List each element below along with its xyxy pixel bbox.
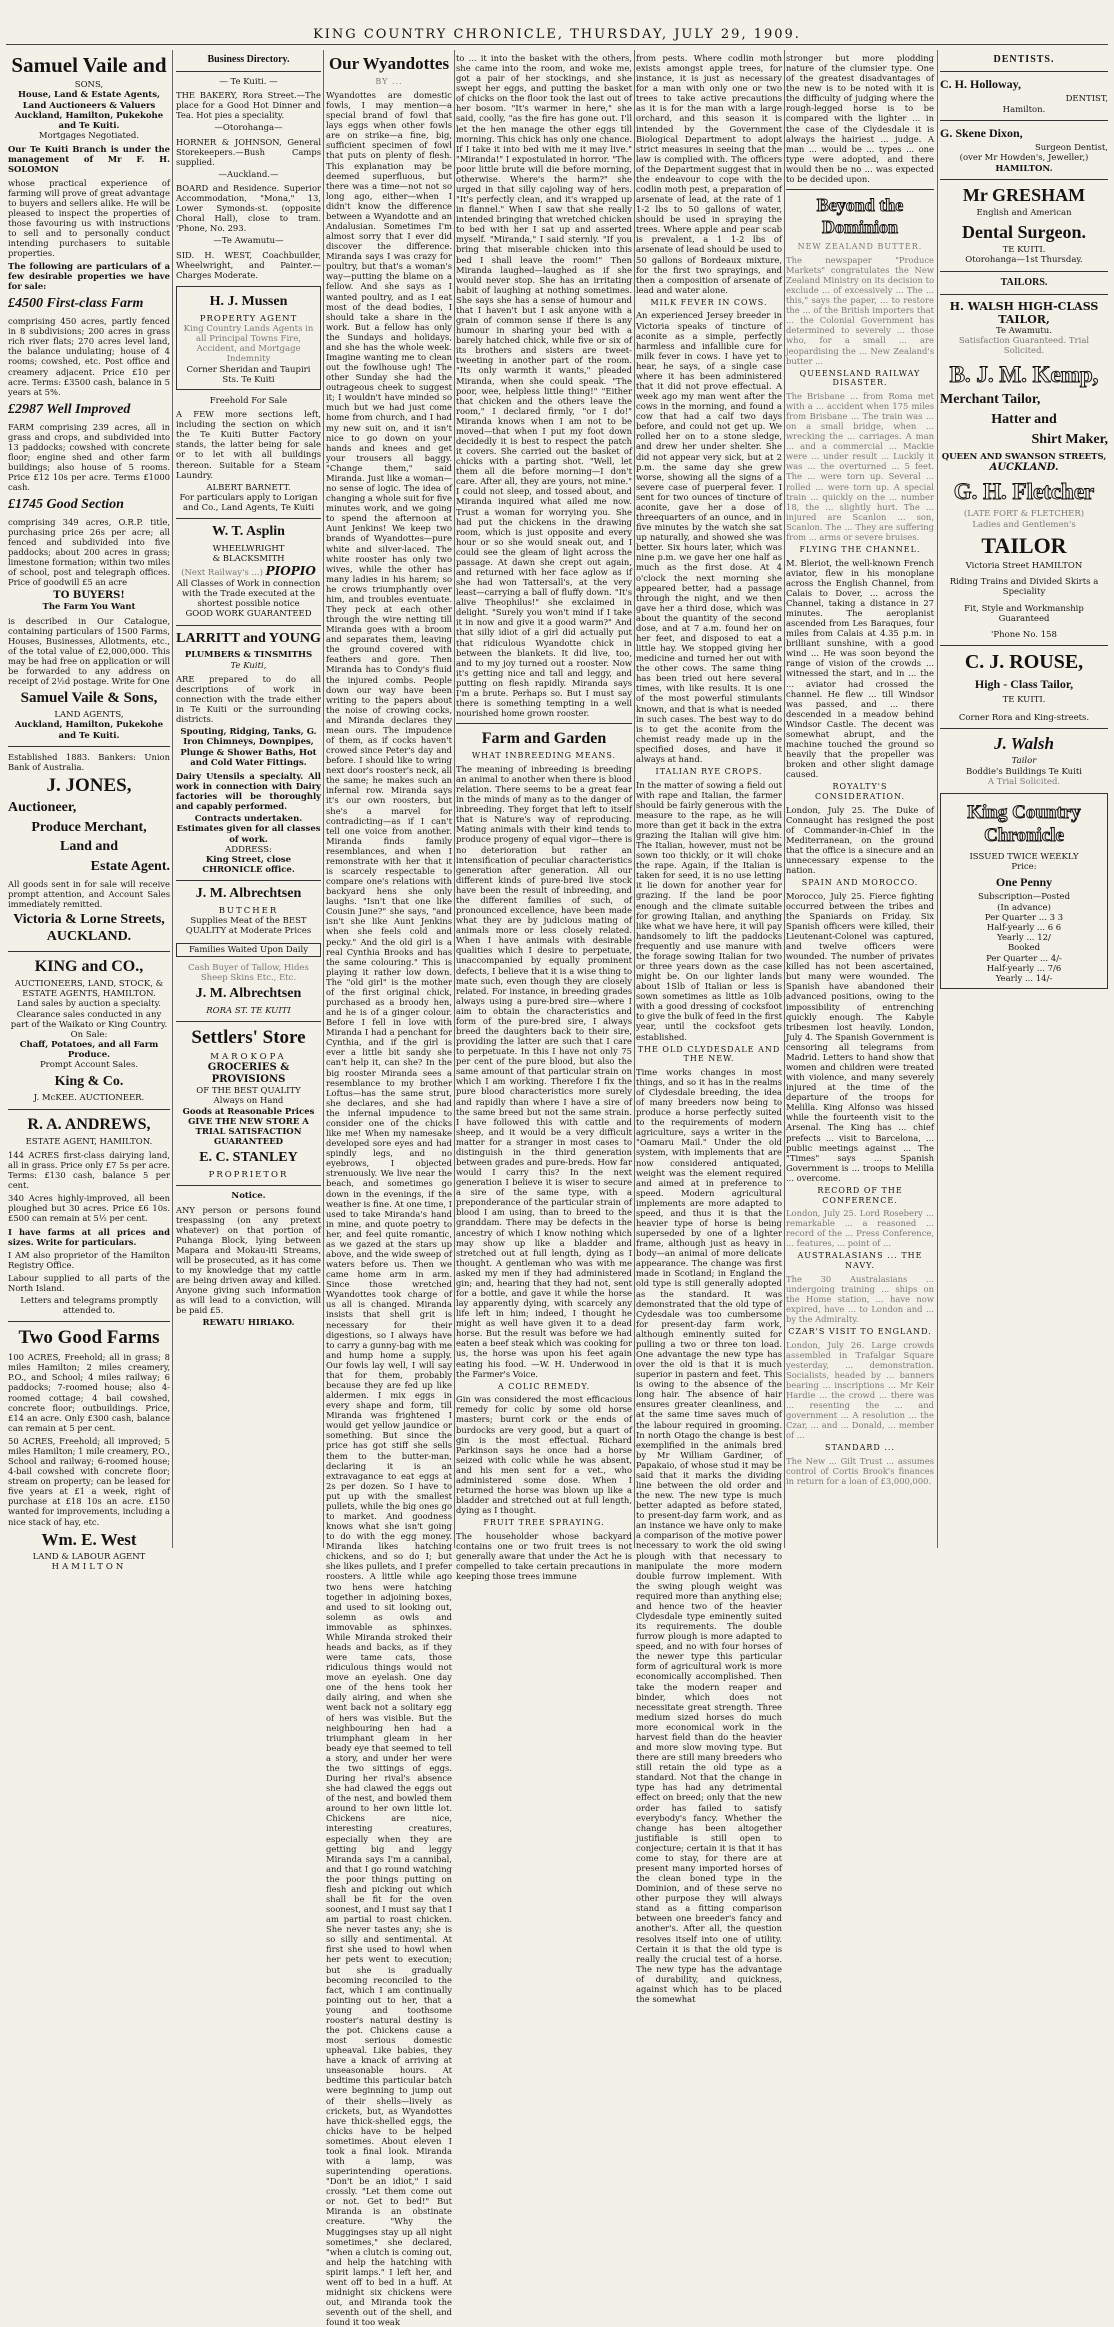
- jones-location: Victoria & Lorne Streets, AUCKLAND.: [13, 912, 165, 944]
- rouse-addr: Corner Rora and King-streets.: [958, 712, 1090, 723]
- farm-100: 100 ACRES, Freehold; all in grass; 8 miles Hamilton; 2 miles creamery, P.O., and School; 4 miles railway; 6 paddocks; 7-roomed house; also 4-roomed cottage; 4 bail cowshed, concrete floor; outbuildings. Price, £14 an acre. Only £300 cash, balance can remain at 5 per cent.: [8, 1352, 170, 1433]
- page-title: KING COUNTRY CHRONICLE, THURSDAY, JULY 29, 1909.: [313, 27, 801, 42]
- milk-fever-body: An experienced Jersey breeder in Victoria speaks of tincture of aconite as a simple, perfectly harmless and infallible cure for milk fever in cows. I have yet to hear, he says, of a single case where it has been administered that it did not prove effectual. A week ago my man went after the cows in the morning, and found a cow that had a calf two days before, and could not get up. We rolled her on to a stone sledge, and drew her under shelter. She did not appear very sick, but at 2 p.m. the same day she grew worse, showing all the signs of a severe case of puerperal fever. I sent for two ounces of tincture of aconite, gave her a dose of threequarters of an ounce, and in five minutes by the watch she sat up naturally, and showed she was better. Six hours later, which was nine p.m. we gave her one half as much as the first dose. At 4 o'clock the next morning she appeared better, had a passage through the night, and we then gave her a third dose, which was about the quantity of the second dose, and at 7 a.m. found her on her feet, and disposed to eat a little hay. We stopped giving her medicine and turned her out with the other cows. The same thing has been tried out here several times, with like results. It is one of the most powerful stimulants known, and that is what is needed in such cases. The best way to do is to get the aconite from the chemist ready made up in the specified doses, and have it always at hand.: [636, 310, 782, 764]
- fletcher-phone: 'Phone No. 158: [991, 629, 1057, 640]
- west-sub: LAND & LABOUR AGENT: [32, 1552, 146, 1563]
- gresham-title: Dental Surgeon.: [961, 221, 1086, 242]
- column-4-article: [456, 50, 632, 1582]
- divider: [176, 880, 321, 881]
- on-sale-items: Chaff, Potatoes, and all Farm Produce.: [19, 1040, 159, 1061]
- divider: [786, 189, 934, 190]
- column-5-farm: [636, 50, 782, 2004]
- spraying-continued: from pests. Where codlin moth exists amongst apple trees, for instance, it is just as necessary for a man with only one or two trees to take active precautions as it is for the man with a large orchard, and this season it is intended by the Government Biological Department to adopt strict measures in seeing that the law is complied with. The officers of the Department suggest that in the endeavour to cope with the codlin moth pest, a preparation of arsenate of lead, at the rate of 1 1-2 lbs to 50 gallons of water, should be used in spraying the trees. Where apple and pear scab is prevalent, a 1 1-2 lbs of arsenate of lead should be used to 50 gallons of Bordeaux mixture, for the first two sprayings, and then a composition of arsenate of lead and water alone.: [636, 53, 782, 295]
- butcher-supplies: Supplies Meat of the BEST QUALITY at Moderate Prices: [185, 916, 312, 937]
- spain-body: Morocco, July 25. Fierce fighting occurred between the tribes and the Spaniards on Friday. Six Spanish officers were killed, their Lieutenant-Colonel was captured, and twelve officers were wounded. The number of privates killed has not been ascertained, but many were wounded. The Spanish have abandoned their advanced positions, owing to the impossibility of entrenching quickly enough. The Kabyle tribesmen lost heavily. London, July 4. The Spanish Government is censoring all telegrams from Madrid. Letters to hand show that women and children were treated with violence, and many severely injured at the time of the departure of the troops for Melilla. King Alfonso was hissed while the fourteenth visit to the Arsenal. The King has ... chief prefects ... visit to Barcelona, ... public meetings against ... The "Times" says ... Spanish Government is ... troops to Melilla ... overcome.: [786, 890, 934, 1183]
- vaile-sons-loc: Auckland, Hamilton, Pukekohe and Te Kuiti.: [14, 720, 164, 741]
- news-subtitle: FLYING THE CHANNEL.: [799, 545, 921, 555]
- farm-want: The Farm You Want: [42, 602, 136, 613]
- divider: [8, 1321, 170, 1322]
- property-text: comprising 349 acres, O.R.P. title, purchasing price 26s per acre; all fenced and subdivided into five paddocks; about 200 acres in grass; limestone formation; within two miles of school, post and telegraph offices. Price of goodwill £5 an acre: [8, 516, 170, 588]
- prompt-sales: Prompt Account Sales.: [39, 1060, 139, 1071]
- conference-body: London, July 25. Lord Rosebery ... remarkable ... a reasoned ... record of the ... Press Conference, ... features, ... point of ...: [786, 1208, 934, 1249]
- rouse-sub: High - Class Tailor,: [974, 677, 1074, 692]
- asplin-line: WHEELWRIGHT: [212, 544, 285, 555]
- divider: [8, 951, 170, 952]
- spraying-body: The householder whose backyard contains one or two fruit trees is not generally aware that under the Act he is compelled to take certain precautions in keeping those trees immune: [456, 1530, 632, 1582]
- column-divider: [454, 50, 455, 1548]
- butcher: BUTCHER: [218, 906, 279, 917]
- rye-body: In the matter of sowing a field out with rape and Italian, the farmer should be fairly generous with the measure to the rape, as he will more than get it back in the extra grazing the Italian will give him. The Italian, however, must not be sown too thickly, or it will choke the rape. Again, if the Italian is taken for seed, it is no use letting it lie down for another year for grazing. If the land be poor enough and the climate suitable for growing Italian, and anything like what we have here, it will pay handsomely to lift the paddocks frequently and use manure with the forage sowing Italian for two or three years down as the case might be. On our lighter lands about 1Slb of Italian or less is sown sometimes as little as 10lb with a good dressing of cocksfoot to give the bulk of feed in the first year, until the cocksfoot gets established.: [636, 779, 782, 1042]
- west-heading: Wm. E. West: [41, 1529, 137, 1549]
- vaile-sons-sub: LAND AGENTS,: [54, 710, 124, 721]
- rate-row: Half-yearly ... 7/6: [986, 963, 1062, 974]
- dentists-heading: DENTISTS.: [993, 54, 1055, 65]
- freehold-heading: Freehold For Sale: [209, 395, 288, 406]
- fletcher-line: Fit, Style and Workmanship Guaranteed: [964, 603, 1084, 624]
- horner-listing: HORNER & JOHNSON, General Storekeepers.—Bush Camps supplied.: [176, 136, 321, 167]
- butter-body: The newspaper "Produce Markets" congratulates the New Zealand Ministry on its decision to exclude ... of excessively ... The ... this," says the paper, ... to restore the ... of the British importers that ... the Colonial Government has determined to severely ... those who, for a small ... are jeopardising the ... New Zealand's butter ...: [786, 254, 934, 366]
- two-farms-heading: Two Good Farms: [18, 1327, 160, 1349]
- jwalsh: J. Walsh: [994, 733, 1054, 753]
- mussen-ad: [176, 286, 321, 390]
- bakery-listing: THE BAKERY, Rora Street.—The place for a Good Hot Dinner and Tea. Hot pies a speciality.: [176, 90, 321, 121]
- news-subtitle: RECORD OF THE CONFERENCE.: [817, 1185, 903, 1205]
- asplin-line: & BLACKSMITH: [212, 554, 285, 565]
- gresham: Mr GRESHAM: [962, 184, 1086, 205]
- farm-50: 50 ACRES, Freehold; all improved; 5 miles Hamilton; 1 mile creamery, P.O., School and railway; 6-roomed house; 4-bail cowshed with concrete floor; stream on property; can be leased for five years at £1 a week, right of purchase at £18 10s an acre. £150 wanted for improvements, including a nice stack of hay, etc.: [8, 1435, 170, 1527]
- colic-body: Gin was considered the most efficacious remedy for colic by some old horse masters; burnt cork or the ends of burdocks are very good, but a quart of gin is the most effectual. Richard Parkinson says he once had a horse seized with colic while he was absent, and his men sent for a vet., who administered some dose. When I returned the horse was blown up like a bladder and stretched out at full length, dying as I thought.: [456, 1394, 632, 1516]
- directory-section: —Te Awamutu—: [213, 236, 284, 247]
- asplin-heading: W. T. Asplin: [212, 524, 285, 540]
- chronicle-title: King Country Chronicle: [967, 802, 1081, 846]
- divider: [456, 723, 632, 724]
- kemp: B. J. M. Kemp,: [949, 361, 1099, 387]
- vaile-branch: Our Te Kuiti Branch is under the management of Mr F. H. SOLOMON: [8, 144, 170, 175]
- best-quality: OF THE BEST QUALITY: [196, 1086, 301, 1097]
- property-price: £1745 Good Section: [8, 497, 124, 513]
- cash-buyer: Cash Buyer of Tallow, Hides Sheep Skins Etc., Etc.: [188, 962, 309, 984]
- divider: [8, 746, 170, 747]
- news-subtitle: SPAIN AND MOROCCO.: [801, 878, 919, 888]
- masthead: [0, 0, 1114, 46]
- article-continued: to ... it into the basket with the others, she came into the room, and woke me, got a pair of her stockings, and she swept her eggs, and putting the basket of chicks on the floor took the last out of her bosom. "It's warmer in here," she said, coolly, "as the fire has gone out. I'll let the hen manage the other eggs till morning. This chick has only one chance. If I take it into bed with me it may live." "Miranda!" I expostulated in horror. "The poor little brute will die before morning, otherwise. Where's the harm?" she urged in that silly cajoling way of hers. "It's perfectly clean, and it's wrapped up in flannel." When I saw that she really intended bringing that wretched chicken to bed with her I sat up and asserted myself. "Miranda," I said sternly. "If you bring that miserable chicken into this bed I shall leave the room!" Then Miranda laughed—laughed as if she would never stop. She has an irritating habit of laughing at nothing sometimes. She says she has a sense of humour and that I haven't but I ask anyone with a grain of common sense if there is any humour in sharing your bed with a barely hatched chick, while five or six of its brothers and sisters are tweet-tweeting in another part of the room. "Its only warmth it wants," pleaded Miranda, when she could speak. "The poor, wee, helpless little thing!" "Either that chicken and the others leave the room," I declared firmly, "or I do!" Miranda knows when I am not to be moved—that when I put my foot down decidedly it is best to respect the patch it covers. She carried out the basket of chicks with a parting shot. "Well, let them all die before morning—I don't care. After all, they are yours, not mine." I could not sleep, and tossed about, and Miranda inquired what ailed me now. Trust a woman for worrying you. She had put the chickens in the drawing room, which is just opposite and every hour or so she would sneak out, and I could see the gleam of light across the passage. At dawn she crept out again, and returned with her face aglow as if she had won Tattersall's, at the very least—carrying a ball of fluffy down. "It's alive Theophilus!" she exclaimed in delight. "Surely you won't mind if I take it in now and give it a good warm?" And that silly idiot of a girl did actually put that ridiculous Wyandotte chick in between the blankets. It did live, too, and to my joy turned out a rooster. Now it's getting nice and tall and leggy, and putting on flesh rapidly. Miranda says I'm a brute. Perhaps so. But I must say there is something tempting in a well nourished home grown rooster.: [456, 53, 632, 719]
- chronicle-advance: (In advance): [997, 902, 1051, 913]
- article-byline: BY ...: [375, 77, 403, 87]
- settlers-heading: Settlers' Store: [191, 1027, 306, 1049]
- mussen-text: King Country Lands Agents in all Principal Towns Fire, Accident, and Mortgage Indemnity: [183, 323, 314, 365]
- column-divider: [937, 50, 938, 1548]
- rate-row: Per Quarter ... 3 3: [984, 912, 1064, 923]
- column-divider: [634, 50, 635, 1548]
- to-buyers: TO BUYERS!: [53, 590, 125, 602]
- farm-garden-title: Farm and Garden: [481, 730, 607, 748]
- news-subtitle: STANDARD ...: [825, 1443, 895, 1453]
- chronicle-price-label: Price:: [1011, 861, 1037, 872]
- fletcher: G. H. Fletcher: [953, 478, 1095, 504]
- fletcher-tailor: TAILOR: [981, 532, 1067, 558]
- news-subtitle: QUEENSLAND RAILWAY DISASTER.: [799, 368, 921, 388]
- property-price: £4500 First-class Farm: [8, 296, 144, 312]
- chronicle-subs: Subscription—Posted: [977, 892, 1071, 903]
- rate-row: Yearly ... 12/: [997, 933, 1051, 944]
- fletcher-line: Riding Trains and Divided Skirts a Speciality: [949, 577, 1099, 598]
- kingco-sub: AUCTIONEERS, LAND, STOCK, & ESTATE AGENTS, HAMILTON.: [14, 978, 164, 1000]
- divider: [940, 120, 1108, 121]
- rouse-loc: TE KUITI.: [1002, 694, 1046, 705]
- vaile-line: Land Auctioneers & Valuers: [22, 100, 156, 111]
- good-work: GOOD WORK GUARANTEED: [185, 609, 312, 620]
- vaile-heading: Samuel Vaile and: [11, 53, 167, 77]
- marokopa: MAROKOPA: [210, 1052, 287, 1063]
- column-divider: [784, 50, 785, 1548]
- directory-section: —Auckland.—: [218, 169, 279, 180]
- notice-heading: Notice.: [231, 1191, 266, 1202]
- dixon-sub: Surgeon Dentist,: [1034, 143, 1108, 154]
- czar-body: London, July 26. Large crowds assembled in Trafalgar Square yesterday, ... demonstration. Socialists, headed by ... banners bearing ... inscriptions ... Mr Keir Hardie ... the crowd ... there was ... resenting the ... and government ... A resolution ... the Czar, ... and ... Donald, ... member of ...: [786, 1339, 934, 1441]
- larritt-heading: LARRITT and YOUNG: [176, 630, 321, 646]
- board-listing: BOARD and Residence. Superior Accommodation, "Mona," 13, Lower Symonds-st. (opposite Choral Hall), close to tram. 'Phone, No. 293.: [176, 183, 321, 234]
- albrechtsen-heading-2: J. M. Albrechtsen: [195, 986, 302, 1002]
- directory-section: —Otorohanga—: [214, 123, 283, 134]
- divider: [940, 71, 1108, 72]
- dixon-addr: (over Mr Howden's, Jeweller,): [959, 153, 1089, 164]
- andrews-heading: R. A. ANDREWS,: [27, 1115, 151, 1133]
- jwalsh-addr: Boddie's Buildings Te Kuiti: [966, 766, 1082, 777]
- walsh: H. WALSH HIGH-CLASS TAILOR,: [949, 299, 1099, 326]
- mussen-heading: H. J. Mussen: [209, 293, 288, 309]
- section-subtitle: ITALIAN RYE CROPS.: [655, 766, 763, 776]
- larritt-tk: Te Kuiti,: [230, 660, 267, 671]
- dixon-loc: HAMILTON.: [995, 163, 1053, 174]
- inbreeding-body: The meaning of inbreeding is breeding an animal to another when there is blood relation. There seems to be a great fear in the minds of many as to the danger of inbreeding. They forget that left to itself that is Nature's way of reproducing. Mating animals with their kind tends to produce progeny of equal vigor—there is no deterioration but rather an intensification of peculiar characteristics generation after generation. All our different kinds of pure-bred live stock have been the result of inbreeding, and the different families of such, of pronounced excellence, have been made what they are by judicious mating of animals more or less closely related. When I have animals with desirable qualities which I desire to perpetuate, unaccompanied by equally prominent defects, I believe that it is a wise thing to mate such, even though they are closely related. For instance, in breeding grades always using a pure-bred sire—where I aim to obtain the characteristics and form of the pure-bred sire, I always breed the daughters back to their sire, providing the latter are such that I care to perpetuate. In this I have not only 75 per cent of the pure blood, but also the same amount of that particular strain on which I am working. Therefore I fix the pure blood characteristics more surely and rapidly than where I have a sire of the same breed but not the same strain. I have followed this with cattle and sheep, and it would be a very difficult matter for a stranger in most cases to distinguish in the third generation between grades and pure-breds. How far would I carry this? In the next generation I believe it is wiser to secure a sire of the same type, with a preponderance of the particular strain of blood I am using, than to breed to the granddam. There may be defects in the ancestry of which I know nothing which may show up like a bladder and stretched out at full length, dying as I thought. A gentleman who was with me asked my men if they had administered gin; and, hearing that they had not, sent for a bottle, and gave it while the horse lay apparently dying, with scarcely any life left in him; indeed, I thought he might as well have given it to a dead horse. But the result was before we had eaten a beef steak which was cooking for us, the horse was upon his feet again eating his food. —W. H. Underwood in the Farmer's Voice.: [456, 763, 632, 1379]
- larritt-text: ARE prepared to do all descriptions of work in connection with the trade either in Te Kuiti or the surrounding districts.: [176, 673, 321, 725]
- divider: [8, 1109, 170, 1110]
- rouse: C. J. ROUSE,: [964, 651, 1084, 674]
- chronicle-issued: ISSUED TWICE WEEKLY: [969, 851, 1079, 862]
- booked-label: Booked: [1007, 943, 1041, 954]
- article-title: Our Wyandottes: [328, 54, 450, 73]
- clydesdale-continued: stronger but more plodding nature of the clumsier type. One of the greatest disadvantages of the new is to be noted with it is the difficulty of judging where the rough-legged horse is to be compared with the lighter ... in the case of the Clydesdale it is always the hairiest ... judge. A man ... would be ... types ... one type were adopted, and there would then be no ... was expected to be decided upon.: [786, 53, 934, 184]
- news-subtitle: ROYALTY'S CONSIDERATION.: [814, 782, 906, 801]
- directory-section: — Te Kuiti. —: [219, 77, 278, 87]
- andrews-labour: Labour supplied to all parts of the North Island.: [8, 1272, 170, 1293]
- chronicle-price: One Penny: [995, 875, 1053, 889]
- property-price: £2987 Well Improved: [8, 401, 131, 417]
- notice-signature: REWATU HIRIAKO.: [202, 1318, 295, 1329]
- column-3-article: [326, 50, 452, 2327]
- divider: [176, 518, 321, 519]
- established: Established 1883. Bankers: Union Bank of Australia.: [8, 751, 170, 772]
- divider: [940, 271, 1108, 272]
- kemp-line: Merchant Tailor,: [940, 392, 1041, 408]
- freehold-text: A FEW more sections left, including the section on which the Te Kuiti Butter Factory stands, the latter being for sale or to let with all buildings thereon. Suitable for a Steam Laundry.: [176, 409, 321, 480]
- gresham-loc: TE KUITI.: [1002, 245, 1046, 256]
- asplin-location: (Next Railway's ...): [181, 568, 263, 579]
- notice-text: ANY person or persons found trespassing (on any pretext whatever) on that portion of Puhanga Block, lying between Mapara and Mokau-iti Streams, will be prosecuted, as it has come to my knowledge that my cattle are being driven away and killed. Anyone giving such information as will lead to a conviction, will be paid £5.: [176, 1204, 321, 1316]
- fletcher-addr: Victoria Street HAMILTON: [965, 561, 1083, 572]
- fletcher-sub: (LATE FORT & FLETCHER): [963, 509, 1085, 520]
- kingco-line: Clearance sales conducted in any part of the Waikato or King Country.: [10, 1009, 168, 1030]
- clydesdale-body: Time works changes in most things, and so it has in the realms of Clydesdale breeding, the idea of many breeders now being to produce a horse perfectly suited to the requirements of modern agriculture, says a writer in the "Oamaru Mail." Under the old system, with implements that are now considered antiquated, weight was the element required and aimed at in preference to speed. Modern agricultural implements are more adapted to speed, and thus it is that the heavier type of horse is being superseded by one of a lighter frame, although just as heavy in body—an animal of more delicate appearance. The change was first made in Scotland; in England the old type is still generally adopted as the standard. It was demonstrated that the old type of Cydesdale was too cumbersome for present-day farm work, although eminently suited for pulling a two or three ton load. One advantage the new type has over the old is that it is much superior in pastern and feet. This is owing to the absence of the long hair. The absence of hair ensures greater cleanliness, and at the same time saves much of the labour required in grooming. In north Otago the change is best exemplified in the animals bred by Mr William Gardiner, of Papakaio, of whose stud it may be said that it marks the dividing line between the old order and the new. The new type is much better adapted as before stated, to present-day farm work, and as an instance we have only to make a comparison of the motive power necessary to work the old swing plough with that necessary to manipulate the more modern double furrow implement. With the swing plough weight was required more than anything else; and hence two of the heavier Clydesdale type eminently suited its requirements. The double furrow plough is more adapted to speed, and no with four horses of the newer type this particular form of agricultural work is more economically accomplished. Then take the modern reaper and binder, which does not necessitate great strength. Three medium sized horses do much more economical work in the harvest field than do the heavier and more slow moving type. But there are still many breeders who still retain the old type as a standard. Not that the change in type has had any detrimental effect on breed; only that the new order has failed to satisfy everybody's fancy. Whether the change has been altogether justifiable is still open to conjecture; certain it is that it has come to stay, for there are at present many imported horses of the clean boned type in the Dominion, and of these serve no other purpose they will always stand as a fitting comparison between one breeder's fancy and another's. After all, the question resolves itself into one of utility. Certain it is that the old type is really the crucial test of a horse. The new type has the advantage of durability, and quickness, against which has to be placed the somewhat: [636, 1066, 782, 2004]
- vaile-line: Mortgages Negotiated.: [38, 131, 140, 142]
- gresham-sub: English and American: [976, 208, 1072, 219]
- news-subtitle: CZAR'S VISIT TO ENGLAND.: [788, 1327, 932, 1336]
- andrews-prices: I have farms at all prices and sizes. Write for particulars.: [8, 1226, 170, 1247]
- west-location: HAMILTON: [51, 1562, 127, 1573]
- vaile-line: Auckland, Hamilton, Pukekohe and Te Kuiti.: [14, 110, 164, 131]
- channel-body: M. Bleriot, the well-known French aviator, flew in his monoplane across the English Channel, from Calais to Dover, ... across the Channel, taking a distance in 27 minutes. The aeroplanist ascended from Les Baraques, four miles from Calais at 4.35 p.m. in brilliant sunshine, with a good wind ... He was soon beyond the range of vision of the crowds ... witnessed the start, and in ... the ... aviator had crossed the channel. He flew ... till Windsor was passed, and ... there descended in a meadow behind Windsor Castle. The decent was somewhat abrupt, and the machine touched the ground so heavily that the propeller was broken and other slight damage caused.: [786, 557, 934, 780]
- barnett: ALBERT BARNETT.: [206, 482, 291, 493]
- column-2-business-directory: [176, 50, 321, 1550]
- divider: [940, 294, 1108, 295]
- asplin-text: All Classes of Work in connection with the Trade executed at the shortest possible notice: [176, 578, 321, 610]
- contracts: Contracts undertaken. Estimates given for all classes of work.: [176, 814, 321, 845]
- stanley: E. C. STANLEY: [199, 1150, 298, 1166]
- fletcher-sub2: Ladies and Gentlemen's: [972, 519, 1076, 530]
- dixon: G. Skene Dixon,: [940, 125, 1023, 140]
- jones-line: Produce Merchant,: [31, 819, 147, 835]
- give-trial: GIVE THE NEW STORE A TRIAL SATISFACTION GUARANTEED: [188, 1116, 309, 1148]
- rora-street: RORA ST. TE KUITI: [206, 1006, 291, 1017]
- divider: [940, 179, 1108, 180]
- section-subtitle: FRUIT TREE SPRAYING.: [483, 1518, 605, 1528]
- divider: [176, 1021, 321, 1022]
- plumbers: PLUMBERS & TINSMITHS: [184, 650, 313, 661]
- piopio: PIOPIO: [265, 564, 316, 579]
- divider: [176, 625, 321, 626]
- groceries: GROCERIES & PROVISIONS: [207, 1062, 290, 1086]
- rate-row: Half-yearly ... 6 6: [986, 922, 1062, 933]
- property-text: FARM comprising 239 acres, all in grass and crops, and subdivided into 13 paddocks; cowshed with concrete floor; engine shed and other farm buildings; also house of 5 rooms. Price £12 10s per acre. Terms £1000 cash.: [8, 421, 170, 493]
- section-subtitle: WHAT INBREEDING MEANS.: [471, 751, 617, 761]
- barnett-text: For particulars apply to Lorigan and Co., Land Agents, Te Kuiti: [179, 492, 318, 514]
- column-1-advertisements: [8, 50, 170, 1573]
- on-hand: Always on Hand: [213, 1096, 284, 1107]
- section-subtitle: THE OLD CLYDESDALE AND THE NEW.: [637, 1044, 781, 1064]
- royalty-body: London, July 25. The Duke of Connaught has resigned the post of Commander-in-Chief in the Mediterranean, on the ground that the office is a sinecure and an unnecessary expense to the nation.: [786, 804, 934, 875]
- divider: [176, 71, 321, 72]
- jones-line: Auctioneer,: [8, 799, 77, 815]
- catalogue-text: is described in Our Catalogue, containing particulars of 1500 Farms, Houses, Businesses, Allotments, etc., of the total value of £2,000,000. This may be had free on application or will be forwarded to any address on receipt of 2½d postage. Write for One: [8, 615, 170, 687]
- holloway-sub: DENTIST,: [1065, 94, 1108, 105]
- australasians-body: The 30 Australasians ... undergoing training ... ships on the Home station, ... have now expired, have ... to London and ... by the Admiralty.: [786, 1273, 934, 1324]
- divider: [176, 1185, 321, 1186]
- mckee: J. McKEE. AUCTIONEER.: [33, 1093, 145, 1104]
- stanley-proprietor: PROPRIETOR: [208, 1170, 289, 1181]
- jones-heading: J. JONES,: [46, 774, 132, 796]
- masthead-rule: [6, 44, 1108, 45]
- divider: [940, 645, 1108, 646]
- albrechtsen-heading: J. M. Albrechtsen: [195, 886, 302, 902]
- mussen-address: Corner Sheridan and Taupiri Sts. Te Kuiti: [186, 364, 311, 385]
- column-divider: [323, 50, 324, 1548]
- chronicle-ad: [940, 793, 1108, 989]
- andrews-sub: ESTATE AGENT, HAMILTON.: [25, 1136, 153, 1147]
- kemp-addr: QUEEN AND SWANSON STREETS,: [941, 451, 1107, 462]
- holloway: C. H. Holloway,: [940, 77, 1022, 91]
- section-subtitle: A COLIC REMEDY.: [497, 1381, 591, 1391]
- jones-line: Estate Agent.: [90, 859, 170, 875]
- jones-text: All goods sent in for sale will receive prompt attention, and Account Sales immediately remitted.: [8, 878, 170, 910]
- vaile-intro: whose practical experience of farming will prove of great advantage to buyers and sellers alike. He will be pleased to inspect the properties of those favouring us with instructions to sell and to personally conduct intending purchasers to suitable properties.: [8, 177, 170, 259]
- jwalsh-trial: A Trial Solicited.: [987, 776, 1061, 787]
- on-sale: On Sale:: [70, 1029, 108, 1040]
- vaile-sons: SONS,: [74, 80, 104, 91]
- dairy: Dairy Utensils a specialty. All work in connection with Dairy factories will be thoroughly and capably performed.: [176, 770, 321, 812]
- jones-line: Land and: [60, 839, 118, 855]
- column-divider: [172, 50, 173, 1548]
- rate-row: Per Quarter ... 4/-: [986, 953, 1062, 964]
- mussen-sub: PROPERTY AGENT: [199, 313, 298, 324]
- vaile-sons-heading: Samuel Vaile & Sons,: [20, 690, 158, 707]
- kingco-line: Land sales by auction a specialty.: [17, 999, 161, 1010]
- reasonable: Goods at Reasonable Prices: [182, 1106, 315, 1117]
- column-7-professional: [940, 50, 1108, 1550]
- column-6-news: [786, 50, 934, 1550]
- section-subtitle: MILK FEVER IN COWS.: [650, 297, 768, 307]
- news-subtitle: NEW ZEALAND BUTTER.: [797, 242, 923, 252]
- vaile-line: House, Land & Estate Agents,: [18, 90, 160, 101]
- address-value: King Street, close CHRONICLE office.: [202, 854, 295, 876]
- dominion-title: Beyond the Dominion: [816, 195, 904, 237]
- kingco-signature: King & Co.: [54, 1073, 124, 1089]
- spouting: Spouting, Ridging, Tanks, G. Iron Chimneys, Downpipes, Plunge & Shower Baths, Hot and Cold Water Fittings.: [180, 727, 317, 768]
- kemp-city: AUCKLAND.: [989, 461, 1059, 473]
- asplin-location-row: [176, 564, 321, 578]
- holloway-loc: Hamilton.: [1002, 104, 1046, 115]
- gresham-day: Otorohanga—1st Thursday.: [965, 255, 1083, 266]
- west-listing: SID. H. WEST, Coachbuilder, Wheelwright, and Painter.—Charges Moderate.: [176, 249, 321, 280]
- address-label: ADDRESS:: [225, 844, 272, 855]
- divider: [940, 728, 1108, 729]
- kemp-line: Hatter and: [991, 411, 1057, 427]
- rate-row: Yearly ... 14/-: [995, 973, 1053, 984]
- tailors-heading: TAILORS.: [1000, 276, 1048, 288]
- vaile-following: The following are particulars of a few desirable properties we have for sale:: [8, 261, 170, 292]
- families: Families Waited Upon Daily: [176, 943, 321, 957]
- walsh-loc: Te Awamutu.: [996, 326, 1052, 337]
- article-body: Wyandottes are domestic fowls, I may mention—a special brand of fowl that lays eggs when other fowls are on strike—a fine, big, sufficient specimen of fowl that puts on plenty of flesh. This explanation may be deemed superfluous, but there was a time—not not so long ago, either—when I didn't know the difference between a Wyandotte and an Andalusian. Sometimes I'm almost sorry that I ever did discover the difference. Miranda says I was crazy for poultry, but that's a woman's way—putting the blame on a fellow. And she says as I wanted poultry, and as I eat most of the dead bodies, I should take a share in the work. But a fellow has only the Sundays and holidays, and she has the whole week. Imagine wanting me to clean out the fowlhouse ugh! The other Sunday she had the outrageous cheek to suggest it; I wouldn't have minded so much but we had just come home from church, and I had my new suit on, and it isn't nice to go down on your hands and knees and get your trousers all baggy. "Change them," said Miranda. Just like a woman—no sense of logic. The idea of changing a whole suit for five minutes work, and we going to spend the afternoon at Aunt Jenkins! We keep two brands of Wyandottes—pure white and silver-laced. The white rooster has only two wives, while the other has many ladies in his harem; so he crows triumphantly over him, and troubles eventuate. They peck at each other through the wire netting till Miranda goes with a broom and separates them, leaving the ground covered with feathers and gore. Then Miranda has to Condy's fluid the injured combs. People down our way have been writing to the papers about the noise of crowing cocks, and Miranda declares they mean ours. The impudence of them, as if cocks haven't crowed since Peter's day and before. I should like to wring next door's rooster's neck, all the same; he makes such an infernal row. Miranda says it's our own roosters, but she's a marvel for contradicting—as if I can't tell one voice from another. Miranda finds family resemblances, and when I remonstrate with her that it is scarcely respectable to compare one's relations with backyard hens she only laughs. "Isn't that one like Cousin June?" she says, "and isn't she like Aunt Jenkins when she feels cold and pecky." And the old girl is a real Cynthia Brooks and has the same colouring." This is playing it rather low down. The "old girl" is the mother of the first original chick, purchased as a broody hen, and he is of a ginger colour. Before I fell in love with Miranda I had a penchant for Cynthia, and if the girl is ever a little bit sandy she can't help it, can she? In the big rooster Miranda sees a resemblance to my brother Loftus—has the same strut, she declares, and she had the infernal impudence to consider one of the chicks like me! When my namesake developed sore eyes and had spindly legs, and no eyebrows, I objected strenuously. We live near the beach, and sometimes go down in the evenings, if the weather is fine. At one time, I used to take Miranda's hand in mine, and quote poetry to her, and feel quite romantic, as we gazed at the stars up above, and the wide sweep of waters before us. Then we came home arm in arm. Since those wretched Wyandottes took charge of us all is changed. Miranda insists that shell grit is necessary for their digestions, so I always have to carry a gunny-bag with me and hump home a supply. Our fowls lay well, I will say that for them, probably because they are fed up like aldermen. I mix eggs in every shape and form, till Miranda was frightened I would get yellow jaundice or something. But since the price has got stiff she sells them to the butter-man, declaring it is an extravagance to eat eggs at 2s per dozen. So I have to put up with the smallest pullets, while the big ones go to market. And goodness knows what she isn't going to do with the egg money. Miranda likes hatching chickens, and so do I; but she likes pullets, and I prefer roosters. A little while ago two hens were hatching together in adjoining boxes, and used to sit looking out, solemn as owls and immovable as sphinxes. While Miranda stroked their heads and backs, as if they were tame cats, those ridiculous things would not move an eyelash. One day one of the hens took her daily airing, and when she went back not a solitary egg of hers was visible. But the neighbouring hen had a triumphant gleam in her beady eye that seemed to tell a story, and under her were the two sittings of eggs. During her rival's absence she had clawed the eggs out of the nest, and bowled them around to her own little lot. Chickens are nice, interesting creatures, especially when they are getting big and leggy Miranda says I'm a cannibal, and that I go round watching the poor things putting on flesh and picking out which shall be fit for the oven soonest, and I must say that I am partial to roast chicken. She never tastes any; she is so silly and sentimental. At first she used to howl when her pets went to execution; but she is gradually becoming reconciled to the fact, which I am continually pointing out to her, that a young and toothsome rooster's natural destiny is the pot. Chickens cause a most serious domestic upheaval. Like babies, they have a knack of arriving at unseasonable hours. At bedtime this particular batch were beginning to jump out of their shells—lively as crickets, but, as Wyandottes have thick-shelled eggs, the chicks have to be helped sometimes. About eleven I took a final look. Miranda with a lamp, was superintending operations. "Don't be an idiot," I said crossly. "Let them come out or not. Get to bed!" But Miranda is an obstinate creature. "Why the Muggingses stay up all night sometimes," she declared, "when a clutch is coming out, and help the hatching with spirit lamps." I left her, and went off to bed in a huff. At midnight six chickens were out, and Miranda took the seventh out of the shell, and found it too weak: [326, 89, 452, 2327]
- railway-body: The Brisbane ... from Roma met with a ... accident when 175 miles from Brisbane ... The train was ... on a small bridge, when ... wrecking the ... carriages. A man ... and a commercial ... Mackie were ... under result ... Luckily it was ... the overturned ... 5 feet. The ... were torn up. Several ... rolled ... were torn up. A special train ... quickly on the ... number 18, the ... slightly hurt. The ... injured are Scanlon ... son, Scanlon. The ... They are suffering from ... arms or severe bruises.: [786, 390, 934, 542]
- andrews-144: 144 ACRES first-class dairying land, all in grass. Price only £7 5s per acre. Terms: £130 cash, balance 5 per cent.: [8, 1150, 170, 1191]
- property-text: comprising 450 acres, partly fenced in 8 subdivisions; 200 acres in grass rich river flats; 270 acres level land, the balance undulating; house of 4 rooms; cowshed, etc. Post office and creamery adjacent. Price £10 per acre. Terms: £3500 cash, balance in 5 years at 5%.: [8, 316, 170, 397]
- standard-body: The New ... Gilt Trust ... assumes control of Cortis Brook's finances in return for a loan of £3,000,000.: [786, 1455, 934, 1487]
- directory-heading: Business Directory.: [207, 54, 290, 65]
- andrews-letters: Letters and telegrams promptly attended to.: [20, 1296, 158, 1317]
- jwalsh-sub: Tailor: [1011, 756, 1037, 767]
- andrews-340: 340 Acres highly-improved, all been ploughed but 30 acres. Price £6 10s. £500 can remain at 5½ per cent.: [8, 1193, 170, 1224]
- walsh-sub: Satisfaction Guaranteed. Trial Solicited.: [958, 336, 1090, 357]
- kemp-line: Shirt Maker,: [1031, 431, 1108, 447]
- kingco-heading: KING and CO.,: [34, 957, 144, 975]
- news-subtitle: AUSTRALASIANS ... THE NAVY.: [797, 1251, 923, 1271]
- andrews-proprietor: I AM also proprietor of the Hamilton Registry Office.: [8, 1249, 170, 1270]
